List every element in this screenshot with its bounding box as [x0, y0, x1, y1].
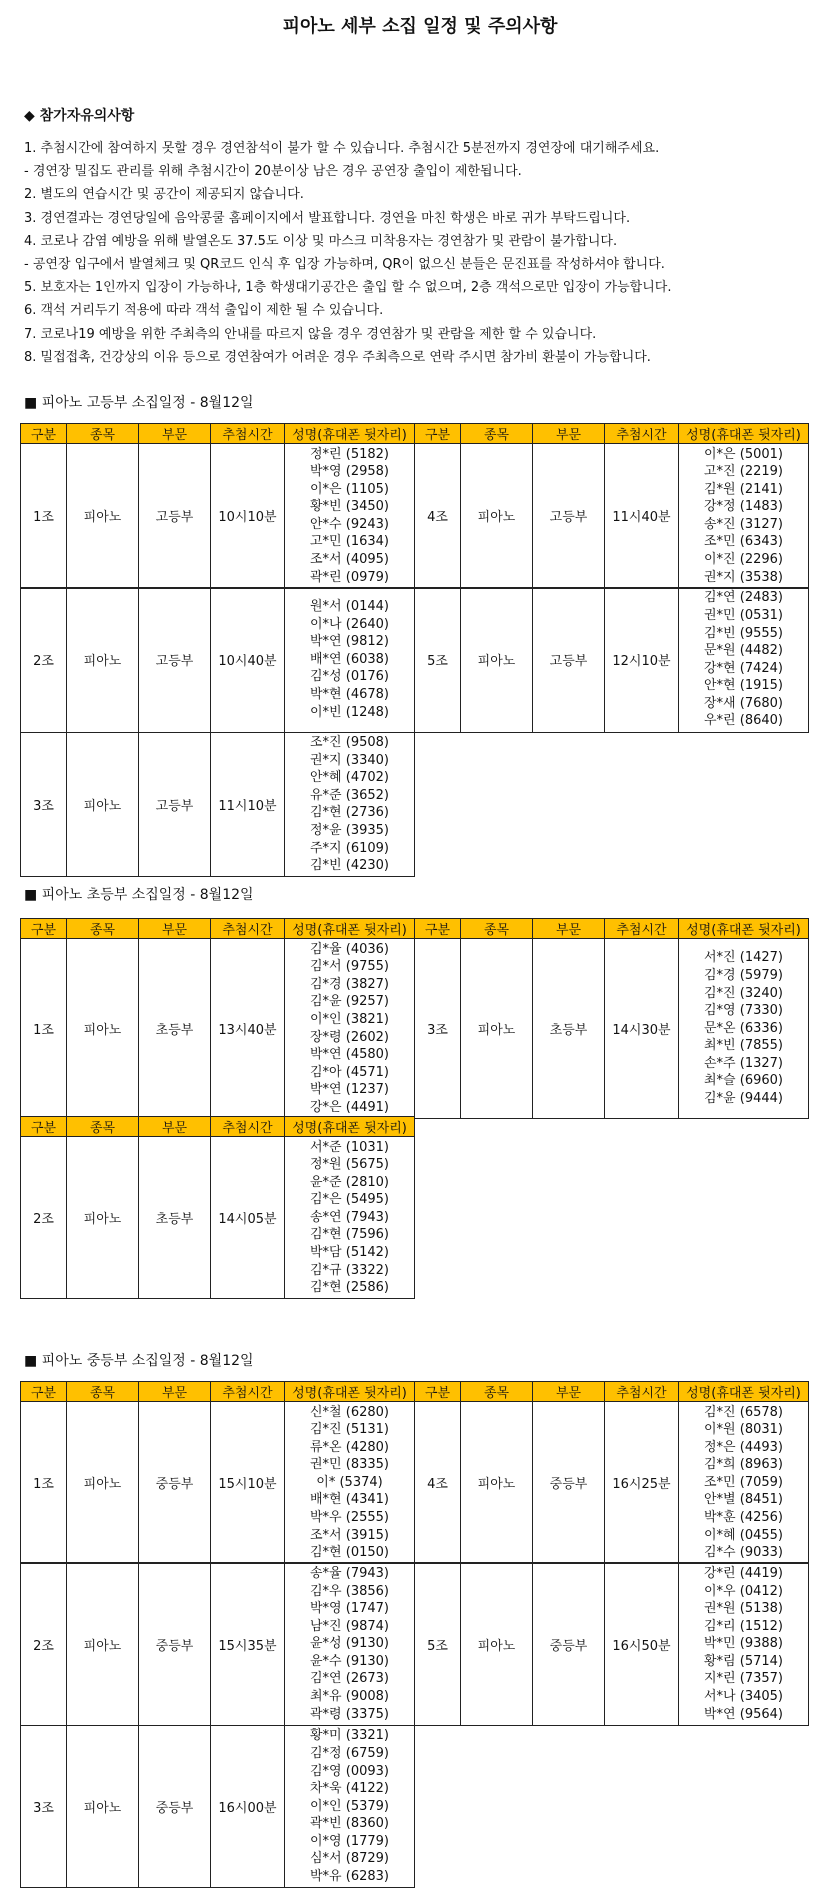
participant-name: 김*수 (9033) [704, 1545, 783, 1561]
notice-item: - 경연장 밀집도 관리를 위해 추첨시간이 20분이상 남은 경우 공연장 출입이 제한됩니다. [24, 164, 522, 180]
participant-name: 김*현 (2586) [310, 1280, 389, 1296]
cell-division: 고등부 [533, 587, 605, 732]
participant-name: 정*윤 (3935) [310, 823, 389, 839]
participant-name: 박*담 (5142) [310, 1245, 389, 1261]
participant-name: 조*서 (3915) [310, 1527, 389, 1543]
cell-division: 고등부 [139, 587, 211, 732]
schedule-table [20, 1116, 415, 1299]
cell-subject: 피아노 [67, 444, 139, 589]
cell-subject: 피아노 [461, 1402, 533, 1564]
column-header: 종목 [67, 424, 139, 444]
column-header: 종목 [461, 1382, 533, 1402]
participant-name: 강*현 (7424) [704, 660, 783, 676]
participant-name: 윤*준 (2810) [310, 1174, 389, 1190]
schedule-table [20, 1725, 415, 1888]
participant-name: 조*서 (4095) [310, 552, 389, 568]
participant-name: 고*민 (1634) [310, 534, 389, 550]
notice-item: 7. 코로나19 예방을 위한 주최측의 안내를 따르지 않을 경우 경연참가 및 관람을 제한 할 수 있습니다. [24, 326, 597, 342]
participant-name: 안*수 (9243) [310, 516, 389, 532]
high-school-heading: ■ 피아노 고등부 소집일정 - 8월12일 [24, 395, 254, 411]
header-row [21, 1382, 809, 1402]
cell-time: 11시10분 [211, 732, 285, 877]
cell-subject: 피아노 [67, 1725, 139, 1887]
column-header: 추첨시간 [605, 424, 679, 444]
participant-name: 장*새 (7680) [704, 695, 783, 711]
participant-name: 조*민 (7059) [704, 1474, 783, 1490]
notice-item: 2. 별도의 연습시간 및 공간이 제공되지 않습니다. [24, 187, 304, 203]
column-header: 성명(휴대폰 뒷자리) [285, 424, 415, 444]
participant-name: 김*서 (9755) [310, 959, 389, 975]
column-header: 추첨시간 [211, 919, 285, 939]
participant-name: 박*연 (1237) [310, 1082, 389, 1098]
cell-time: 15시10분 [211, 1402, 285, 1564]
column-header: 구분 [415, 1382, 461, 1402]
cell-group: 2조 [21, 587, 67, 732]
participant-name: 차*욱 (4122) [310, 1781, 389, 1797]
participant-name: 김*빈 (4230) [310, 858, 389, 874]
participant-name: 김*윤 (9257) [310, 994, 389, 1010]
cell-time: 12시10분 [605, 587, 679, 732]
header-row [21, 424, 809, 444]
participant-name: 윤*수 (9130) [310, 1653, 389, 1669]
participant-name: 조*민 (6343) [704, 534, 783, 550]
cell-group: 3조 [21, 732, 67, 877]
participant-name: 김*빈 (9555) [704, 625, 783, 641]
participant-name: 배*연 (6038) [310, 651, 389, 667]
participant-name: 김*성 (0176) [310, 669, 389, 685]
cell-names [679, 587, 809, 732]
participant-name: 이*은 (1105) [310, 481, 389, 497]
cell-names [285, 939, 415, 1119]
participant-name: 김*아 (4571) [310, 1064, 389, 1080]
column-header: 추첨시간 [211, 1117, 285, 1137]
participant-name: 김*경 (5979) [704, 967, 783, 983]
participant-name: 김*우 (3856) [310, 1583, 389, 1599]
schedule-table [20, 918, 809, 1119]
column-header: 구분 [415, 919, 461, 939]
cell-names [285, 1725, 415, 1887]
table-row [21, 587, 809, 732]
column-header: 종목 [67, 1117, 139, 1137]
cell-group: 2조 [21, 1563, 67, 1725]
participant-name: 곽*빈 (8360) [310, 1816, 389, 1832]
participant-name: 이*은 (5001) [704, 446, 783, 462]
table-row [21, 1563, 809, 1725]
participant-name: 강*린 (4419) [704, 1565, 783, 1581]
column-header: 성명(휴대폰 뒷자리) [679, 424, 809, 444]
column-header: 부문 [533, 1382, 605, 1402]
cell-group: 2조 [21, 1137, 67, 1299]
cell-time: 16시50분 [605, 1563, 679, 1725]
participant-name: 이*우 (0412) [704, 1583, 783, 1599]
participant-name: 권*민 (0531) [704, 607, 783, 623]
schedule-table [20, 423, 809, 589]
cell-time: 14시05분 [211, 1137, 285, 1299]
participant-name: 김*연 (2483) [704, 590, 783, 606]
column-header: 구분 [415, 424, 461, 444]
cell-time: 11시40분 [605, 444, 679, 589]
participant-name: 권*지 (3538) [704, 569, 783, 585]
column-header: 종목 [67, 1382, 139, 1402]
cell-subject: 피아노 [67, 939, 139, 1119]
cell-subject: 피아노 [67, 1563, 139, 1725]
participant-name: 최*빈 (7855) [704, 1038, 783, 1054]
participant-name: 남*진 (9874) [310, 1618, 389, 1634]
table-row [21, 939, 809, 1119]
cell-names [679, 1402, 809, 1564]
participant-name: 서*준 (1031) [310, 1139, 389, 1155]
participant-name: 우*린 (8640) [704, 713, 783, 729]
middle-school-heading: ■ 피아노 중등부 소집일정 - 8월12일 [24, 1353, 254, 1369]
notice-item: 1. 추첨시간에 참여하지 못할 경우 경연참석이 불가 할 수 있습니다. 추첨시간 5분전까지 경연장에 대기해주세요. [24, 141, 660, 156]
participant-name: 김*희 (8963) [704, 1457, 783, 1473]
cell-group: 1조 [21, 939, 67, 1119]
participant-name: 이*영 (1779) [310, 1833, 389, 1849]
cell-division: 중등부 [139, 1563, 211, 1725]
header-row [21, 919, 809, 939]
cell-names [285, 1563, 415, 1725]
participant-name: 송*율 (7943) [310, 1565, 389, 1581]
participant-name: 박*유 (6283) [310, 1869, 389, 1885]
column-header: 성명(휴대폰 뒷자리) [285, 1382, 415, 1402]
participant-name: 김*리 (1512) [704, 1618, 783, 1634]
participant-name: 서*진 (1427) [704, 950, 783, 966]
participant-name: 권*원 (5138) [704, 1601, 783, 1617]
cell-division: 고등부 [139, 444, 211, 589]
participant-name: 조*진 (9508) [310, 735, 389, 751]
participant-name: 황*미 (3321) [310, 1728, 389, 1744]
column-header: 종목 [461, 424, 533, 444]
cell-subject: 피아노 [461, 1563, 533, 1725]
participant-name: 류*온 (4280) [310, 1439, 389, 1455]
cell-names [679, 444, 809, 589]
participant-name: 곽*령 (3375) [310, 1706, 389, 1722]
participant-name: 최*슬 (6960) [704, 1073, 783, 1089]
column-header: 부문 [139, 424, 211, 444]
participant-name: 김*현 (2736) [310, 805, 389, 821]
participant-name: 박*현 (4678) [310, 687, 389, 703]
cell-division: 중등부 [139, 1402, 211, 1564]
notice-heading: ◆ 참가자유의사항 [24, 108, 135, 124]
column-header: 구분 [21, 1117, 67, 1137]
participant-name: 김*영 (7330) [704, 1003, 783, 1019]
cell-division: 초등부 [533, 939, 605, 1119]
notice-item: 8. 밀접접촉, 건강상의 이유 등으로 경연참여가 어려운 경우 주최측으로 연락 주시면 참가비 환불이 가능합니다. [24, 349, 651, 365]
column-header: 부문 [533, 424, 605, 444]
participant-name: 지*린 (7357) [704, 1671, 783, 1687]
notice-item: 5. 보호자는 1인까지 입장이 가능하나, 1층 학생대기공간은 출입 할 수 없으며, 2층 객석으로만 입장이 가능합니다. [24, 280, 672, 296]
cell-group: 4조 [415, 1402, 461, 1564]
cell-division: 중등부 [139, 1725, 211, 1887]
participant-name: 김*율 (4036) [310, 941, 389, 957]
cell-names [285, 444, 415, 589]
cell-group: 1조 [21, 1402, 67, 1564]
participant-name: 곽*린 (0979) [310, 569, 389, 585]
elementary-heading: ■ 피아노 초등부 소집일정 - 8월12일 [24, 887, 254, 903]
participant-name: 박*영 (2958) [310, 464, 389, 480]
participant-name: 박*연 (4580) [310, 1047, 389, 1063]
cell-subject: 피아노 [67, 732, 139, 877]
page-title: 피아노 세부 소집 일정 및 주의사항 [282, 16, 558, 37]
participant-name: 김*윤 (9444) [704, 1091, 783, 1107]
participant-name: 김*규 (3322) [310, 1262, 389, 1278]
cell-names [285, 732, 415, 877]
column-header: 성명(휴대폰 뒷자리) [679, 919, 809, 939]
column-header: 부문 [139, 1382, 211, 1402]
participant-name: 정*은 (4493) [704, 1439, 783, 1455]
column-header: 성명(휴대폰 뒷자리) [285, 1117, 415, 1137]
cell-subject: 피아노 [67, 1402, 139, 1564]
cell-names [285, 1137, 415, 1299]
notice-list [24, 137, 824, 369]
participant-name: 유*준 (3652) [310, 787, 389, 803]
column-header: 성명(휴대폰 뒷자리) [285, 919, 415, 939]
participant-name: 이* (5374) [316, 1474, 383, 1490]
participant-name: 신*철 (6280) [310, 1404, 389, 1420]
cell-group: 3조 [415, 939, 461, 1119]
table-row [21, 1725, 415, 1887]
cell-subject: 피아노 [461, 939, 533, 1119]
participant-name: 고*진 (2219) [704, 464, 783, 480]
participant-name: 정*린 (5182) [310, 446, 389, 462]
participant-name: 박*연 (9564) [704, 1706, 783, 1722]
column-header: 추첨시간 [211, 424, 285, 444]
cell-subject: 피아노 [67, 587, 139, 732]
participant-name: 박*민 (9388) [704, 1636, 783, 1652]
table-row [21, 1402, 809, 1564]
column-header: 추첨시간 [211, 1382, 285, 1402]
cell-time: 10시40분 [211, 587, 285, 732]
cell-group: 1조 [21, 444, 67, 589]
participant-name: 김*영 (0093) [310, 1763, 389, 1779]
participant-name: 송*연 (7943) [310, 1209, 389, 1225]
cell-group: 4조 [415, 444, 461, 589]
cell-time: 14시30분 [605, 939, 679, 1119]
cell-group: 3조 [21, 1725, 67, 1887]
table-row [21, 444, 809, 589]
participant-name: 안*별 (8451) [704, 1492, 783, 1508]
participant-name: 이*혜 (0455) [704, 1527, 783, 1543]
participant-name: 안*현 (1915) [704, 678, 783, 694]
header-row [21, 1117, 415, 1137]
cell-division: 고등부 [139, 732, 211, 877]
participant-name: 김*진 (6578) [704, 1404, 783, 1420]
participant-name: 이*진 (2296) [704, 552, 783, 568]
cell-division: 고등부 [533, 444, 605, 589]
participant-name: 이*인 (5379) [310, 1798, 389, 1814]
participant-name: 장*령 (2602) [310, 1029, 389, 1045]
participant-name: 정*원 (5675) [310, 1157, 389, 1173]
participant-name: 김*진 (5131) [310, 1422, 389, 1438]
column-header: 성명(휴대폰 뒷자리) [679, 1382, 809, 1402]
cell-subject: 피아노 [67, 1137, 139, 1299]
table-row [21, 732, 415, 877]
participant-name: 손*주 (1327) [704, 1055, 783, 1071]
participant-name: 박*연 (9812) [310, 634, 389, 650]
schedule-table [20, 587, 809, 733]
cell-names [679, 939, 809, 1119]
participant-name: 김*진 (3240) [704, 985, 783, 1001]
table-row [21, 1137, 415, 1299]
notice-item: - 공연장 입구에서 발열체크 및 QR코드 인식 후 입장 가능하며, QR이 없으신 분들은 문진표를 작성하셔야 합니다. [24, 256, 665, 272]
participant-name: 박*영 (1747) [310, 1601, 389, 1617]
participant-name: 이*원 (8031) [704, 1422, 783, 1438]
participant-name: 윤*성 (9130) [310, 1636, 389, 1652]
participant-name: 김*경 (3827) [310, 976, 389, 992]
participant-name: 최*유 (9008) [310, 1689, 389, 1705]
schedule-table [20, 1562, 809, 1725]
cell-group: 5조 [415, 587, 461, 732]
column-header: 구분 [21, 919, 67, 939]
participant-name: 김*현 (7596) [310, 1227, 389, 1243]
participant-name: 주*지 (6109) [310, 840, 389, 856]
participant-name: 김*정 (6759) [310, 1745, 389, 1761]
cell-subject: 피아노 [461, 587, 533, 732]
cell-names [285, 587, 415, 732]
column-header: 부문 [533, 919, 605, 939]
cell-division: 중등부 [533, 1563, 605, 1725]
notice-item: 6. 객석 거리두기 적용에 따라 객석 출입이 제한 될 수 있습니다. [24, 303, 384, 319]
cell-division: 중등부 [533, 1402, 605, 1564]
cell-time: 16시00분 [211, 1725, 285, 1887]
participant-name: 김*원 (2141) [704, 481, 783, 497]
schedule-table [20, 1381, 809, 1564]
cell-group: 5조 [415, 1563, 461, 1725]
participant-name: 송*진 (3127) [704, 516, 783, 532]
participant-name: 김*현 (0150) [310, 1545, 389, 1561]
participant-name: 배*현 (4341) [310, 1492, 389, 1508]
column-header: 부문 [139, 1117, 211, 1137]
participant-name: 박*훈 (4256) [704, 1510, 783, 1526]
participant-name: 문*온 (6336) [704, 1020, 783, 1036]
cell-time: 10시10분 [211, 444, 285, 589]
participant-name: 김*연 (2673) [310, 1671, 389, 1687]
cell-division: 초등부 [139, 939, 211, 1119]
notice-item: 4. 코로나 감염 예방을 위해 발열온도 37.5도 이상 및 마스크 미착용자는 경연참가 및 관람이 불가합니다. [24, 233, 618, 249]
column-header: 부문 [139, 919, 211, 939]
notice-item: 3. 경연결과는 경연당일에 음악콩쿨 홈페이지에서 발표합니다. 경연을 마친 학생은 바로 귀가 부탁드립니다. [24, 210, 631, 226]
participant-name: 권*민 (8335) [310, 1457, 389, 1473]
participant-name: 안*혜 (4702) [310, 770, 389, 786]
participant-name: 박*우 (2555) [310, 1510, 389, 1526]
participant-name: 이*빈 (1248) [310, 704, 389, 720]
participant-name: 김*은 (5495) [310, 1192, 389, 1208]
participant-name: 권*지 (3340) [310, 752, 389, 768]
participant-name: 강*정 (1483) [704, 499, 783, 515]
participant-name: 문*원 (4482) [704, 643, 783, 659]
column-header: 종목 [67, 919, 139, 939]
column-header: 추첨시간 [605, 1382, 679, 1402]
cell-time: 13시40분 [211, 939, 285, 1119]
participant-name: 황*림 (5714) [704, 1653, 783, 1669]
participant-name: 서*나 (3405) [704, 1689, 783, 1705]
cell-subject: 피아노 [461, 444, 533, 589]
schedule-table [20, 732, 415, 878]
cell-names [679, 1563, 809, 1725]
participant-name: 강*은 (4491) [310, 1099, 389, 1115]
cell-time: 16시25분 [605, 1402, 679, 1564]
column-header: 구분 [21, 424, 67, 444]
column-header: 구분 [21, 1382, 67, 1402]
participant-name: 이*인 (3821) [310, 1011, 389, 1027]
participant-name: 이*나 (2640) [310, 616, 389, 632]
participant-name: 심*서 (8729) [310, 1851, 389, 1867]
cell-time: 15시35분 [211, 1563, 285, 1725]
column-header: 종목 [461, 919, 533, 939]
cell-division: 초등부 [139, 1137, 211, 1299]
participant-name: 원*서 (0144) [310, 599, 389, 615]
participant-name: 황*빈 (3450) [310, 499, 389, 515]
cell-names [285, 1402, 415, 1564]
column-header: 추첨시간 [605, 919, 679, 939]
